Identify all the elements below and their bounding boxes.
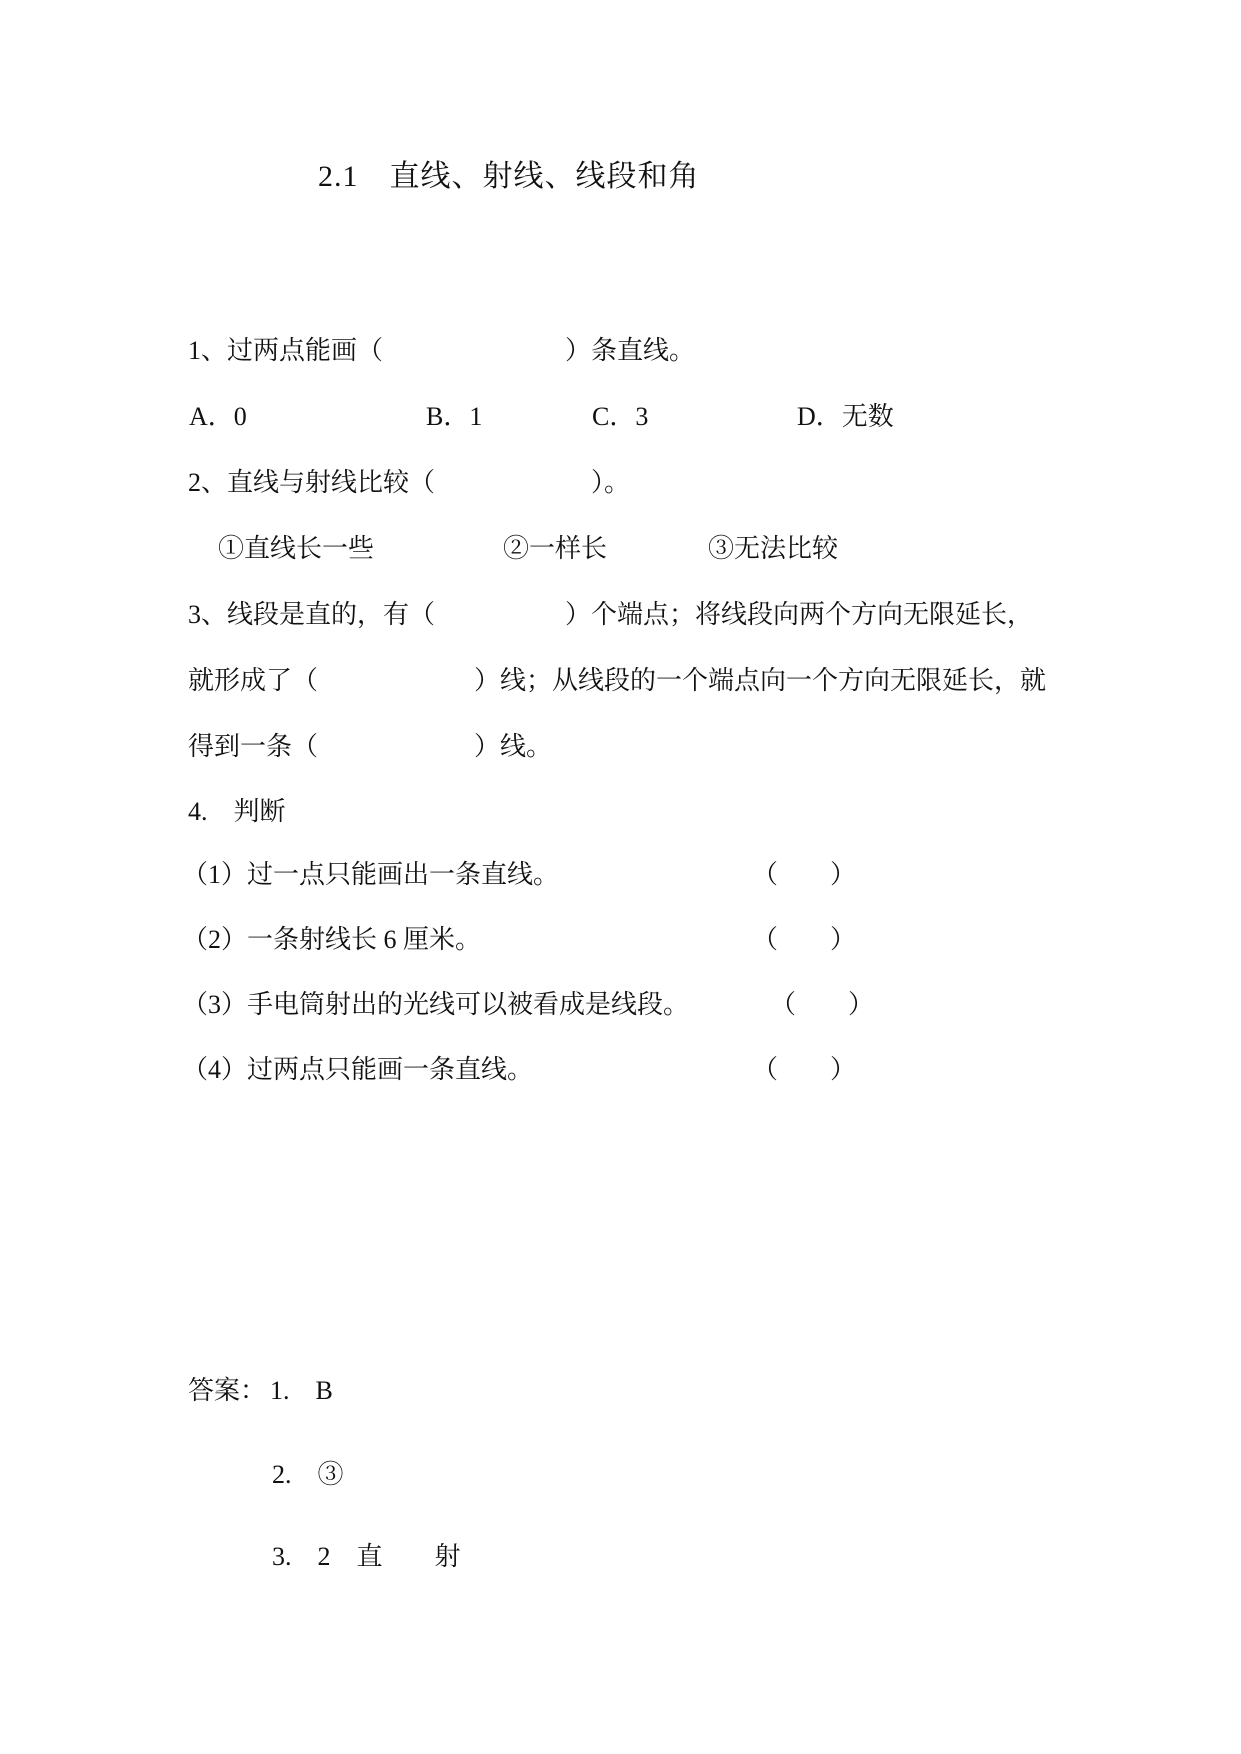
judgment-item-1-answer-blank: （ ） (752, 860, 857, 889)
question-1-option-a: A．0 (189, 402, 247, 431)
answer-1: 1. B (270, 1376, 333, 1405)
page-title: 2.1 直线、射线、线段和角 (318, 160, 700, 193)
question-4-header: 4. 判断 (188, 797, 286, 826)
answer-2: 2. ③ (272, 1460, 344, 1489)
judgment-item-3-answer-blank: （ ） (770, 990, 875, 1019)
judgment-item-2-answer-blank: （ ） (752, 925, 857, 954)
judgment-item-4-answer-blank: （ ） (752, 1055, 857, 1084)
question-3-line-2: 就形成了（ ）线；从线段的一个端点向一个方向无限延长，就 (188, 666, 1047, 695)
answers-label: 答案： (188, 1376, 267, 1405)
question-1-option-c: C．3 (592, 402, 649, 431)
judgment-item-3-text: （3）手电筒射出的光线可以被看成是线段。 (182, 990, 690, 1019)
question-3-line-3: 得到一条（ ）线。 (188, 732, 553, 761)
judgment-item-4-text: （4）过两点只能画一条直线。 (182, 1055, 534, 1084)
question-2-stem: 2、直线与射线比较（ ）。 (188, 468, 631, 497)
question-2-choice-1: ①直线长一些 (218, 534, 375, 563)
judgment-item-2-text: （2）一条射线长 6 厘米。 (182, 925, 482, 954)
question-2-choice-2: ②一样长 (503, 534, 608, 563)
judgment-item-1-text: （1）过一点只能画出一条直线。 (182, 860, 560, 889)
question-1-stem: 1、过两点能画（ ）条直线。 (188, 336, 696, 365)
answer-3: 3. 2 直 射 (272, 1542, 461, 1571)
question-1-option-d: D．无数 (797, 402, 894, 431)
question-1-option-b: B．1 (426, 402, 483, 431)
question-2-choice-3: ③无法比较 (708, 534, 839, 563)
question-3-line-1: 3、线段是直的，有（ ）个端点；将线段向两个方向无限延长， (188, 600, 1034, 629)
